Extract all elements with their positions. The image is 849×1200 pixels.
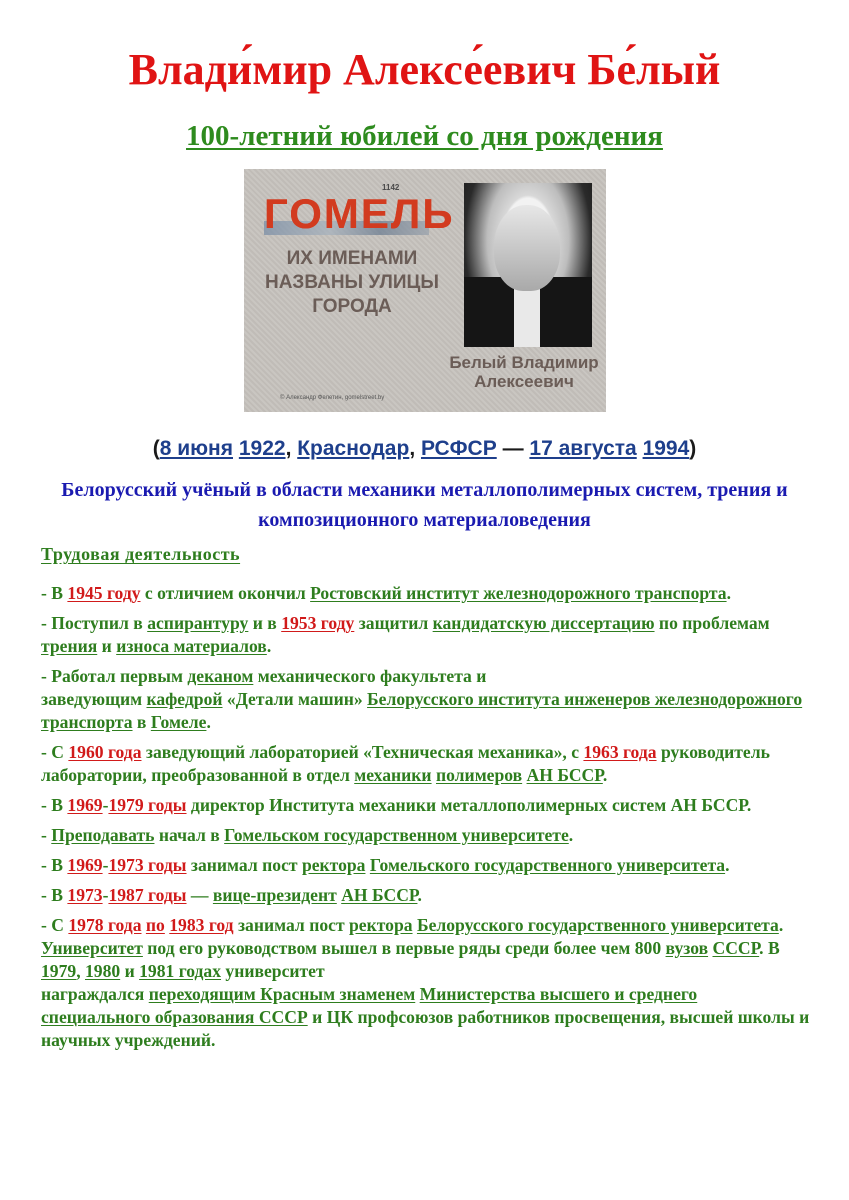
birth-country-link[interactable]: РСФСР <box>420 437 497 460</box>
career-item <box>41 794 811 817</box>
year-link[interactable]: 1963 года <box>583 742 657 762</box>
term-link[interactable]: Университет <box>41 938 143 958</box>
item-text: заведующим <box>41 689 147 709</box>
career-item <box>41 612 811 658</box>
term-link[interactable]: аспирантуру <box>147 613 249 633</box>
term-link[interactable]: кандидатскую диссертацию <box>432 613 655 633</box>
term-link[interactable]: переходящим Красным знаменем <box>148 984 416 1004</box>
item-text: университет <box>221 961 325 981</box>
year-link[interactable]: 1973 годы <box>108 855 187 875</box>
item-text: . <box>778 915 784 935</box>
year-link[interactable]: 1960 года <box>68 742 142 762</box>
term-link[interactable]: Белорусского института инженеров железнодорожного транспорта <box>41 689 803 732</box>
item-text: и в <box>248 613 282 633</box>
item-text: - С <box>41 915 69 935</box>
year-link[interactable]: 1979 годы <box>108 795 187 815</box>
year-link[interactable]: 1945 году <box>67 583 141 603</box>
term-link[interactable]: Гомельском государственном университете <box>224 825 569 845</box>
term-link[interactable]: вице-президент <box>212 885 337 905</box>
item-text: «Детали машин» <box>222 689 368 709</box>
item-text: - В <box>41 855 68 875</box>
term-link[interactable]: 1979 <box>41 961 77 981</box>
item-text: и <box>97 636 117 656</box>
section-heading: Трудовая деятельность <box>41 544 241 564</box>
term-link[interactable]: СССР <box>712 938 760 958</box>
year-link[interactable]: 1973 <box>67 885 103 905</box>
portrait-poster <box>244 169 606 412</box>
city-logo-year: 1142 <box>382 183 400 192</box>
death-year-link[interactable]: 1994 <box>642 437 690 460</box>
year-link[interactable]: 1983 год <box>169 915 234 935</box>
item-text: - <box>102 855 109 875</box>
item-text: по проблемам <box>654 613 770 633</box>
life-dates: (8 июня 1922, Краснодар, РСФСР — 17 августа 1994) <box>152 437 697 460</box>
item-text: — <box>186 885 213 905</box>
item-text: с отличием окончил <box>140 583 311 603</box>
poster-credit: © Александр Фелетин, gomelstreet.by <box>280 395 385 401</box>
term-link[interactable]: износа материалов <box>116 636 267 656</box>
birth-date-link[interactable]: 8 июня <box>159 437 233 460</box>
item-text: - С <box>41 742 69 762</box>
item-text: награждался <box>41 984 149 1004</box>
term-link[interactable]: полимеров <box>435 765 523 785</box>
item-text: - В <box>41 885 68 905</box>
item-text: руководитель лаборатории, преобразованной в отдел <box>41 742 770 785</box>
item-text: занимал пост <box>186 855 302 875</box>
item-text: . В <box>759 938 780 958</box>
item-text: . <box>725 855 730 875</box>
term-link[interactable]: 1980 <box>84 961 121 981</box>
portrait-shirt <box>514 287 540 347</box>
term-link[interactable]: вузов <box>665 938 709 958</box>
term-link[interactable]: ректора <box>349 915 413 935</box>
dates-open-paren: ( <box>152 437 160 460</box>
item-text: защитил <box>354 613 433 633</box>
career-item <box>41 582 811 605</box>
term-link[interactable]: ректора <box>301 855 366 875</box>
item-text: заведующий лабораторией «Техническая механика», с <box>141 742 584 762</box>
item-text: механического факультета и <box>253 666 487 686</box>
birth-year-link[interactable]: 1922 <box>238 437 286 460</box>
item-text: , <box>76 961 85 981</box>
term-link[interactable]: кафедрой <box>146 689 223 709</box>
portrait-name: Белый Владимир Алексеевич <box>449 353 599 391</box>
term-link[interactable]: АН БССР <box>341 885 418 905</box>
term-link[interactable]: Преподавать <box>51 825 155 845</box>
item-text: . <box>568 825 574 845</box>
term-link[interactable]: Белорусского государственного университета <box>416 915 779 935</box>
item-text: . <box>726 583 731 603</box>
portrait-photo <box>464 183 592 347</box>
item-text: - Поступил в <box>41 613 148 633</box>
career-item <box>41 824 811 847</box>
term-link[interactable]: Ростовский институт железнодорожного транспорта <box>310 583 727 603</box>
item-text: - <box>102 885 109 905</box>
page-title: Влади́мир Алексе́евич Бе́лый <box>128 45 721 94</box>
item-text: . <box>417 885 422 905</box>
item-text: и ЦК профсоюзов работников просвещения, высшей школы и научных учреждений. <box>41 1007 810 1050</box>
poster-caption: ИХ ИМЕНАМИ НАЗВАНЫ УЛИЦЫ ГОРОДА <box>264 248 439 317</box>
portrait-face <box>494 205 560 291</box>
term-link[interactable]: деканом <box>187 666 254 686</box>
term-link[interactable]: механики <box>354 765 432 785</box>
career-item <box>41 854 811 877</box>
year-link[interactable]: 1969 <box>67 855 103 875</box>
term-link[interactable]: 1981 годах <box>139 961 222 981</box>
term-link[interactable]: АН БССР <box>526 765 603 785</box>
item-text: . <box>602 765 608 785</box>
item-text: - <box>41 825 52 845</box>
item-text: директор Института механики металлополимерных систем АН БССР. <box>186 795 752 815</box>
career-item <box>41 884 811 907</box>
dates-dash: — <box>496 437 530 460</box>
item-text: - Работал первым <box>41 666 188 686</box>
birth-city-link[interactable]: Краснодар <box>297 437 410 460</box>
career-item <box>41 741 811 787</box>
year-link[interactable]: 1978 года <box>68 915 142 935</box>
item-text: - В <box>41 795 68 815</box>
item-text: . <box>206 712 211 732</box>
item-text: и <box>120 961 140 981</box>
item-text: под его руководством вышел в первые ряды среди более чем 800 <box>142 938 666 958</box>
year-link[interactable]: 1969 <box>67 795 103 815</box>
year-link[interactable]: по <box>145 915 165 935</box>
career-list <box>41 582 811 1059</box>
city-logo: ГОМЕЛЬ <box>264 190 455 237</box>
term-link[interactable]: трения <box>41 636 98 656</box>
item-text: занимал пост <box>233 915 349 935</box>
item-text: - В <box>41 583 68 603</box>
item-text: . <box>266 636 272 656</box>
description: Белорусский учёный в области механики металлополимерных систем, трения и композиционного материаловедения <box>61 479 788 531</box>
term-link[interactable]: Министерства высшего и среднего специального образования СССР <box>41 984 698 1027</box>
item-text: начал в <box>154 825 225 845</box>
career-item <box>41 665 811 734</box>
death-date-link[interactable]: 17 августа <box>529 437 637 460</box>
page-subtitle: 100-летний юбилей со дня рождения <box>186 120 663 152</box>
term-link[interactable]: Гомельского государственного университета <box>369 855 726 875</box>
item-text: - <box>102 795 109 815</box>
year-link[interactable]: 1953 году <box>281 613 355 633</box>
year-link[interactable]: 1987 годы <box>108 885 187 905</box>
career-item <box>41 914 811 1052</box>
term-link[interactable]: Гомеле <box>150 712 207 732</box>
dates-close-paren: ) <box>689 437 697 460</box>
item-text: в <box>132 712 151 732</box>
